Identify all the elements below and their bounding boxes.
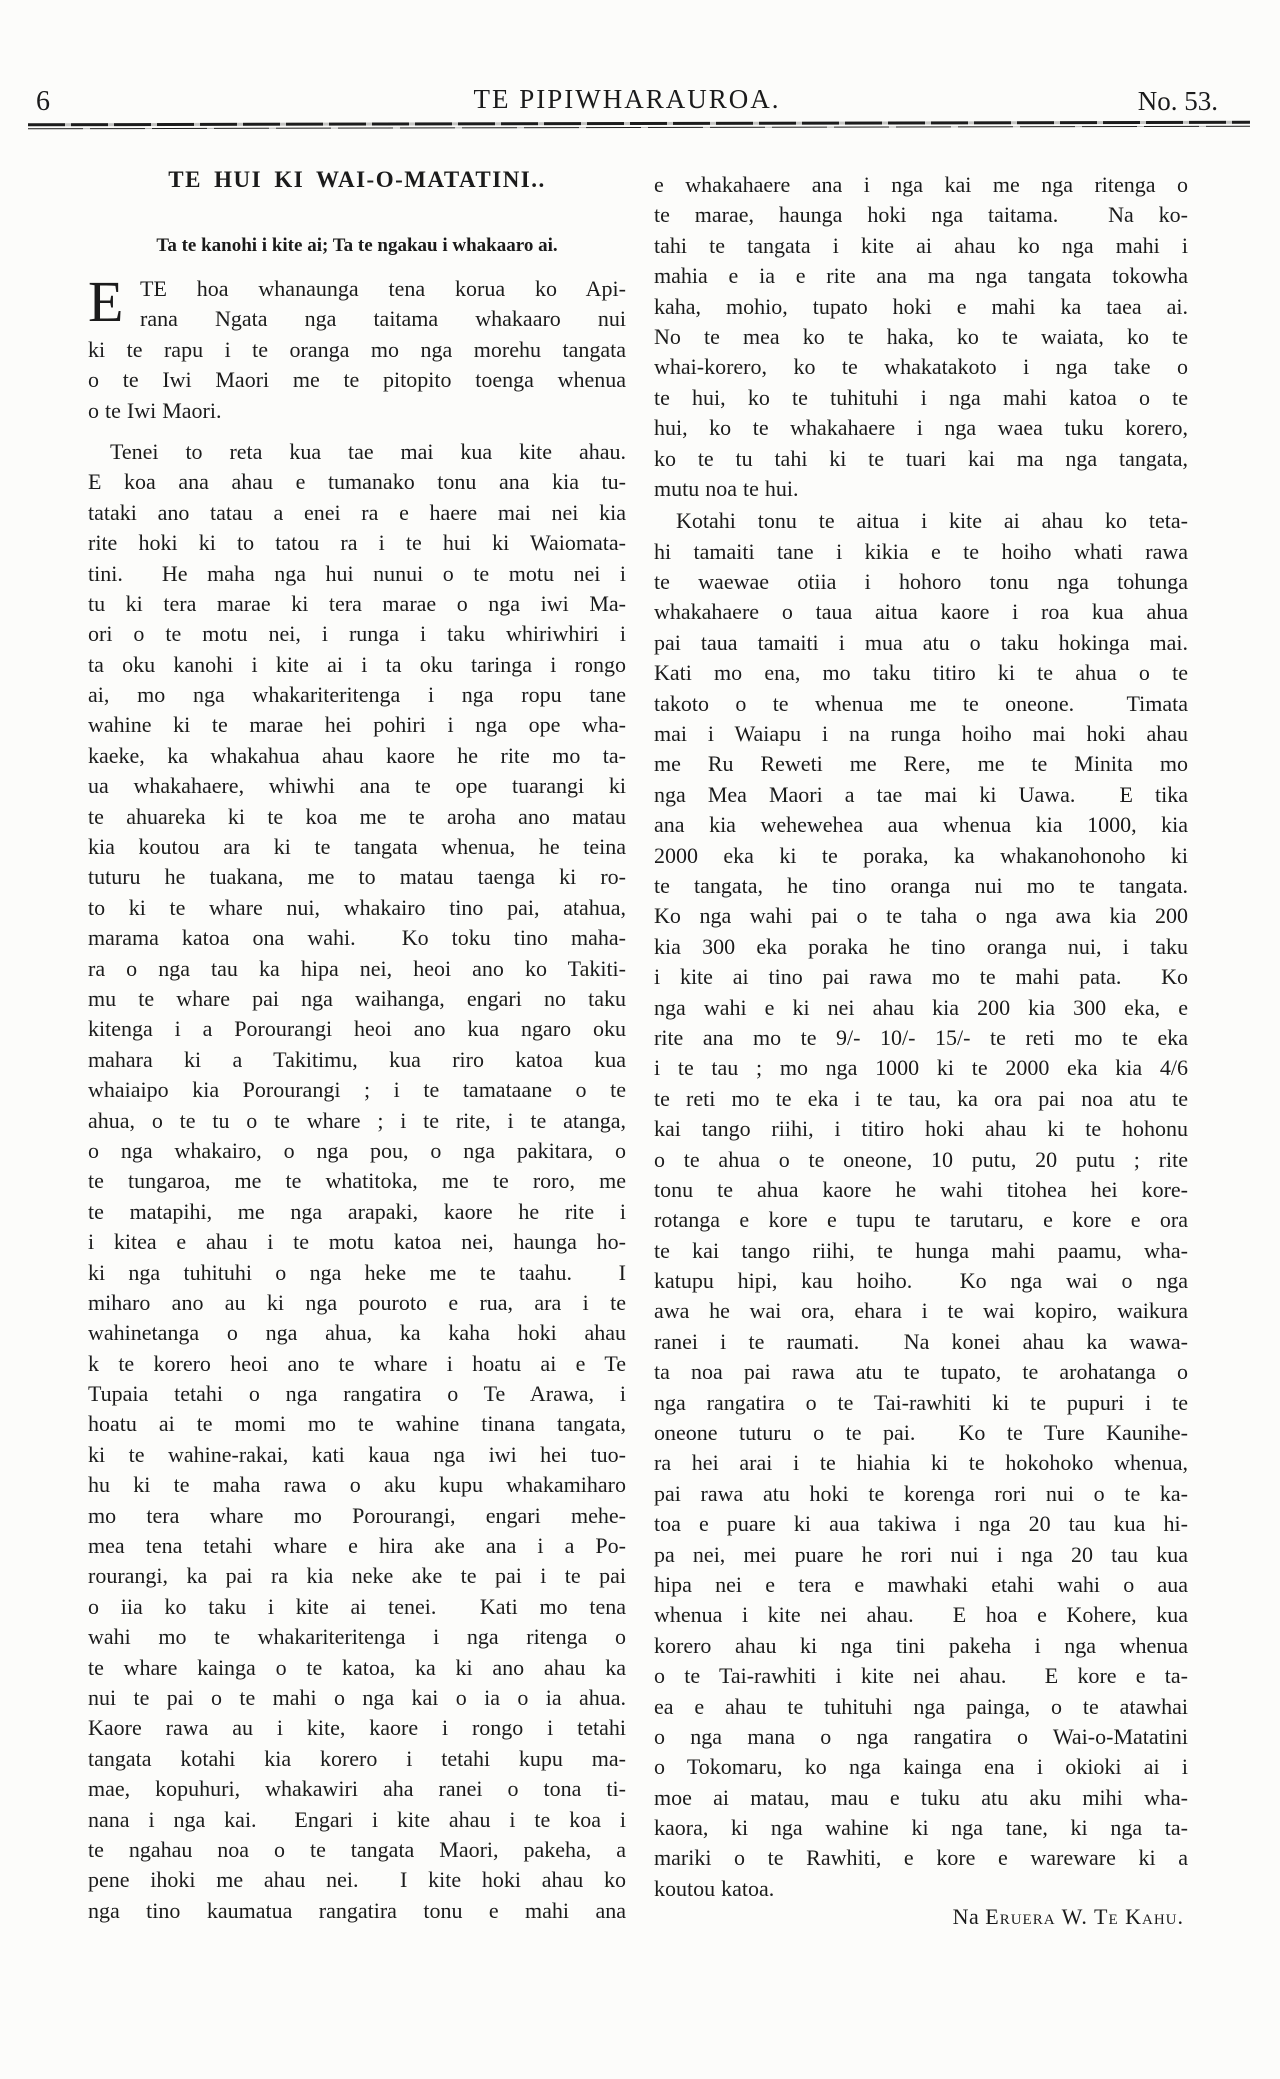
text-line: mu te whare pai nga waihanga, engari no taku [88, 985, 626, 1011]
text-line: mahara ki a Takitimu, kua riro katoa kua [88, 1046, 626, 1072]
text-line: nga tino kaumatua rangatira tonu e mahi ana [88, 1897, 626, 1923]
left-column-text [88, 269, 626, 1926]
text-line: tangata kotahi kia korero i tetahi kupu ma- [88, 1745, 626, 1771]
text-line: mahia e ia e rite ana ma nga tangata tokowha [654, 263, 1188, 289]
text-line: tonu te ahua kaore he wahi titohea hei kore- [654, 1176, 1188, 1202]
text-line: pai taua tamaiti i mua atu o taku hokinga mai. [654, 629, 1188, 655]
text-line: TE hoa whanaunga tena korua ko Api- [140, 276, 626, 301]
text-line: Tenei to reta kua tae mai kua kite ahau. [110, 438, 626, 464]
text-line: ea e ahau te tuhituhi nga painga, o te atawhai [654, 1693, 1188, 1719]
text-line: o Tokomaru, ko nga kainga ena i okioki ai i [654, 1754, 1188, 1780]
text-line: te waewae otiia i hohoro tonu nga tohunga [654, 569, 1188, 595]
text-line: toa e puare ki aua takiwa i nga 20 tau kua hi- [654, 1511, 1188, 1537]
text-line: tu ki tera marae ki tera marae o nga iwi Ma- [88, 590, 626, 616]
text-line: ranei i te raumati. Na konei ahau ka wawa- [654, 1328, 1188, 1354]
header-rule-thin [28, 126, 1250, 130]
text-line: te kai tango riihi, te hunga mahi paamu, wha- [654, 1237, 1188, 1263]
text-line: moe ai matau, mau e tuku atu aku mihi wha- [654, 1784, 1188, 1810]
text-line: hoatu ai te momi mo te wahine tinana tangata, [88, 1411, 626, 1437]
text-line: kia koutou ara ki te tangata whenua, he teina [88, 834, 626, 860]
text-line: wahi mo te whakariteritenga i nga ritenga o [88, 1624, 626, 1650]
text-line: ko te tu tahi ki te tuari kai ma nga tangata, [654, 445, 1188, 471]
text-line: nga Mea Maori a tae mai ki Uawa. E tika [654, 781, 1188, 807]
text-line: o te Iwi Maori. [88, 397, 222, 423]
text-line: mo tera whare mo Porourangi, engari mehe- [88, 1502, 626, 1528]
text-line: mai i Waiapu i na runga hoiho mai hoki ahau [654, 721, 1188, 747]
text-line: o te ahua o te oneone, 10 putu, 20 putu ; rite [654, 1146, 1188, 1172]
text-line: ua whakahaere, whiwhi ana te ope tuarangi ki [88, 773, 626, 799]
text-line: tahi te tangata i kite ai ahau ko nga mahi i [654, 232, 1188, 258]
text-line: ori o te motu nei, i runga i taku whiriwhiri i [88, 621, 626, 647]
text-line: ki te rapu i te oranga mo nga morehu tangata [88, 336, 626, 362]
text-line: i te tau ; mo nga 1000 ki te 2000 eka kia 4/6 [654, 1055, 1188, 1081]
text-line: wahine ki te marae hei pohiri i nga ope wha- [88, 712, 626, 738]
running-head [36, 84, 1218, 118]
text-line: whenua i kite nei ahau. E hoa e Kohere, kua [654, 1602, 1188, 1628]
text-line: ana kia wehewehea aua whenua kia 1000, kia [654, 812, 1188, 838]
text-line: hu ki te maha rawa o aku kupu whakamiharo [88, 1472, 626, 1498]
text-line: hi tamaiti tane i kikia e te hoiho whati rawa [654, 538, 1188, 564]
text-line: te matapihi, me nga arapaki, kaore he rite i [88, 1198, 626, 1224]
text-line: Kati mo ena, mo taku titiro ki te ahua o te [654, 660, 1188, 686]
text-line: o nga mana o nga rangatira o Wai-o-Matatini [654, 1723, 1188, 1749]
text-line: miharo ano au ki nga pouroto e rua, ara i te [88, 1289, 626, 1315]
text-line: awa he wai ora, ehara i te wai kopiro, waikura [654, 1298, 1188, 1324]
text-line: Kaore rawa au i kite, kaore i rongo i tetahi [88, 1715, 626, 1741]
text-line: koutou katoa. [654, 1875, 775, 1901]
text-line: ra hei arai i te hiahia ki te hokohoko whenua, [654, 1450, 1188, 1476]
newspaper-title: TE PIPIWHARAUROA. [473, 84, 781, 114]
page-number: 6 [36, 86, 50, 117]
article-title: TE HUI KI WAI-O-MATATINI.. [168, 167, 546, 192]
text-line: whaiaipo kia Porourangi ; i te tamataane o te [88, 1077, 626, 1103]
header-rule [28, 121, 1250, 130]
text-line: rotanga e kore e tupu te tarutaru, e kore e ora [654, 1207, 1188, 1233]
text-line: takoto o te whenua me te oneone. Timata [654, 690, 1188, 716]
text-line: Kotahi tonu te aitua i kite ai ahau ko teta- [676, 508, 1188, 534]
issue-number: No. 53. [1137, 86, 1218, 116]
text-line: ki nga tuhituhi o nga heke me te taahu. I [88, 1259, 626, 1285]
text-line: Ko nga wahi pai o te taha o nga awa kia 200 [654, 903, 1188, 929]
text-line: ta noa pai rawa atu te tupato, te arohatanga o [654, 1359, 1188, 1385]
text-line: mariki o te Rawhiti, e kore e wareware ki a [654, 1845, 1188, 1871]
signature-name: Eruera W. Te Kahu. [985, 1904, 1184, 1930]
text-line: hipa nei e tera e mawhaki etahi wahi o aua [654, 1571, 1188, 1597]
text-line: ra o nga tau ka hipa nei, heoi ano ko Takiti- [88, 955, 626, 981]
text-line: i kite ai tino pai rawa mo te mahi pata. Ko [654, 964, 1188, 990]
left-column [88, 162, 626, 1926]
text-line: ahua, o te tu o te whare ; i te rite, i te atanga, [88, 1107, 626, 1133]
text-line: 2000 eka ki te poraka, ka whakanohonoho ki [654, 842, 1188, 868]
text-line: ki te wahine-rakai, kati kaua nga iwi hei tuo- [88, 1441, 626, 1467]
text-line: to ki te whare nui, whakairo tino pai, atahua, [88, 894, 626, 920]
paragraph [654, 506, 1188, 1904]
text-line: rite hoki ki to tatou ra i te hui ki Waiomata- [88, 530, 626, 556]
text-line: nga wahi e ki nei ahau kia 200 kia 300 eka, e [654, 994, 1188, 1020]
text-line: o nga whakairo, o nga pou, o nga pakitara, o [88, 1137, 626, 1163]
text-line: kai tango riihi, i titiro hoki ahau ki te hohonu [654, 1116, 1188, 1142]
text-line: tini. He maha nga hui nunui o te motu nei i [88, 560, 626, 586]
text-line: te ngahau noa o te tangata Maori, pakeha, a [88, 1836, 626, 1862]
right-column-text [654, 170, 1188, 1904]
text-line: tataki ano tatau a enei ra e haere mai nei kia [88, 499, 626, 525]
signature-prefix: Na [952, 1904, 986, 1930]
text-line: mea tena tetahi whare e hira ake ana i a Po- [88, 1533, 626, 1559]
text-line: pai rawa atu hoki te korenga rori nui o te ka- [654, 1480, 1188, 1506]
text-line: o te Iwi Maori me te pitopito toenga whenua [88, 367, 626, 393]
text-line: pene ihoki me ahau nei. I kite hoki ahau ko [88, 1867, 626, 1893]
text-line: Tupaia tetahi o nga rangatira o Te Arawa, i [88, 1381, 626, 1407]
text-line: nga rangatira o te Tai-rawhiti ki te pupuri i te [654, 1389, 1188, 1415]
paragraph [88, 437, 626, 1926]
text-line: kia 300 eka poraka he tino oranga nui, i taku [654, 933, 1188, 959]
article-subtitle: Ta te kanohi i kite ai; Ta te ngakau i whakaaro ai. [156, 235, 558, 256]
text-line: o iia ko taku i kite ai tenei. Kati mo tena [88, 1593, 626, 1619]
text-line: oneone tuturu o te pai. Ko te Ture Kaunihe- [654, 1420, 1188, 1446]
text-line: rana Ngata nga taitama whakaaro nui [140, 306, 626, 332]
text-line: wahinetanga o nga ahua, ka kaha hoki ahau [88, 1320, 626, 1346]
text-line: te marae, haunga hoki nga taitama. Na ko- [654, 202, 1188, 228]
text-line: mutu noa te hui. [654, 475, 799, 501]
right-column [654, 170, 1188, 1932]
drop-cap: E [88, 269, 124, 334]
paragraph [88, 269, 626, 426]
text-line: whakahaere o taua aitua kaore i roa kua ahua [654, 599, 1188, 625]
text-line: No te mea ko te haka, ko te waiata, ko te [654, 323, 1188, 349]
text-line: k te korero heoi ano te whare i hoatu ai e Te [88, 1350, 626, 1376]
text-line: nui te pai o te mahi o nga kai o ia o ia ahua. [88, 1684, 626, 1710]
text-line: katupu hipi, kau hoiho. Ko nga wai o nga [654, 1268, 1188, 1294]
text-line: rite ana mo te 9/- 10/- 15/- te reti mo te eka [654, 1024, 1188, 1050]
text-line: pa nei, mei puare he rori nui i nga 20 tau kua [654, 1541, 1188, 1567]
paragraph [654, 170, 1188, 504]
text-line: te ahuareka ki te koa me te aroha ano matau [88, 803, 626, 829]
text-line: te reti mo te eka i te tau, ka ora pai noa atu te [654, 1085, 1188, 1111]
text-line: i kitea e ahau i te motu katoa nei, haunga ho- [88, 1229, 626, 1255]
text-line: me Ru Reweti me Rere, me te Minita mo [654, 751, 1188, 777]
text-line: hui, ko te whakahaere i nga waea tuku korero, [654, 415, 1188, 441]
text-line: whai-korero, ko te whakatakoto i nga take o [654, 354, 1188, 380]
text-line: e whakahaere ana i nga kai me nga ritenga o [654, 172, 1188, 197]
text-line: kaha, mohio, tupato hoki e mahi ka taea ai. [654, 293, 1188, 319]
text-line: mae, kopuhuri, whakawiri aha ranei o tona ti- [88, 1776, 626, 1802]
text-line: nana i nga kai. Engari i kite ahau i te koa i [88, 1806, 626, 1832]
text-line: marama katoa ona wahi. Ko toku tino maha- [88, 925, 626, 951]
article-signature [654, 1902, 1188, 1932]
text-line: rourangi, ka pai ra kia neke ake te pai i te pai [88, 1563, 626, 1589]
text-line: te tangata, he tino oranga nui mo te tangata. [654, 872, 1188, 898]
text-line: ai, mo nga whakariteritenga i nga ropu tane [88, 682, 626, 708]
text-line: kitenga i a Porourangi heoi ano kua ngaro oku [88, 1016, 626, 1042]
text-line: tuturu he tuakana, me to matau taenga ki ro- [88, 864, 626, 890]
text-line: kaeke, ka whakahua ahau kaore he rite mo ta- [88, 742, 626, 768]
text-line: E koa ana ahau e tumanako tonu ana kia tu- [88, 469, 626, 495]
text-line: te whare kainga o te katoa, ka ki ano ahau ka [88, 1654, 626, 1680]
text-line: korero ahau ki nga tini pakeha i nga whenua [654, 1632, 1188, 1658]
text-line: ta oku kanohi i kite ai i ta oku taringa i rongo [88, 651, 626, 677]
text-line: te hui, ko te tuhituhi i nga mahi katoa o te [654, 384, 1188, 410]
text-line: te tungaroa, me te whatitoka, me te roro, me [88, 1168, 626, 1194]
text-line: kaora, ki nga wahine ki nga tane, ki nga ta- [654, 1815, 1188, 1841]
text-line: o te Tai-rawhiti i kite nei ahau. E kore e ta- [654, 1663, 1188, 1689]
